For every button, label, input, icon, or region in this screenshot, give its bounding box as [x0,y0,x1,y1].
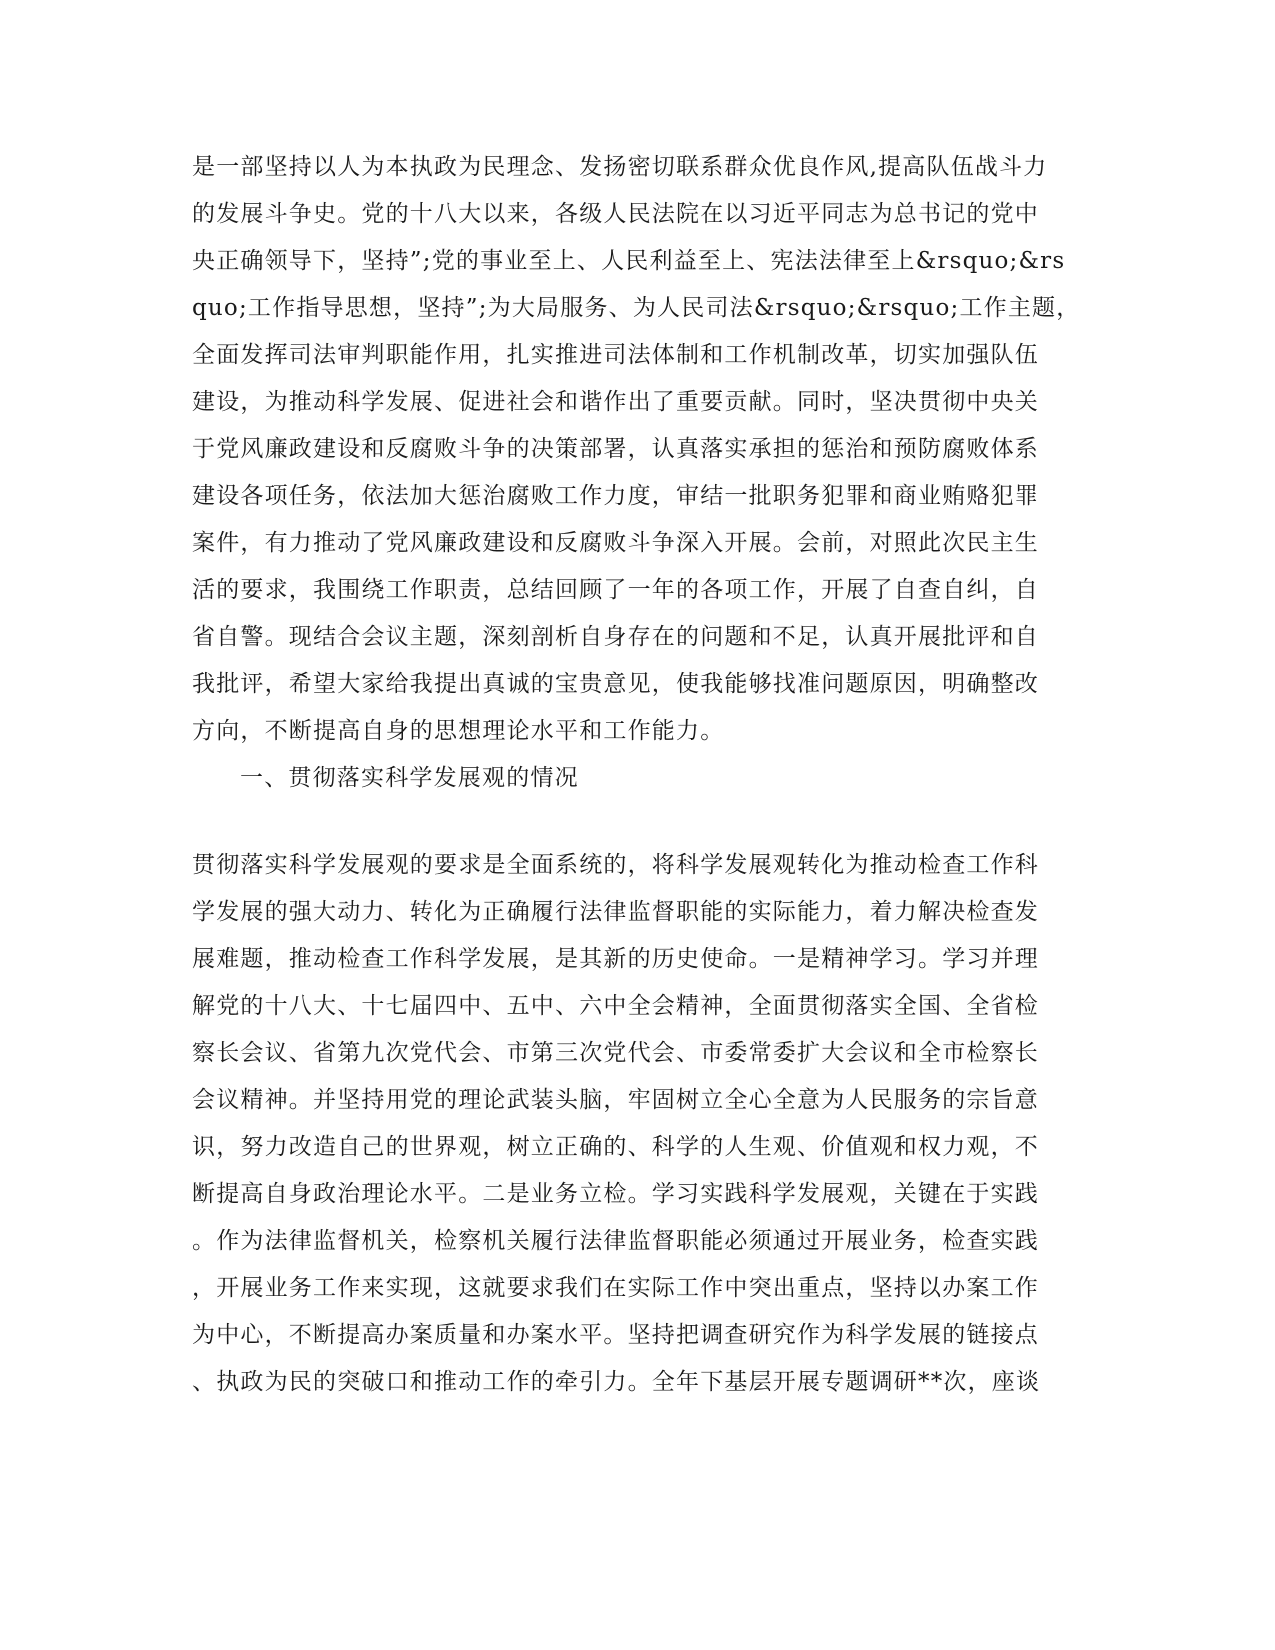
section-heading: 一、贯彻落实科学发展观的情况 [240,765,579,791]
paragraph-line: 我批评，希望大家给我提出真诚的宝贵意见，使我能够找准问题原因，明确整改 [192,671,1039,697]
paragraph-line: 察长会议、省第九次党代会、市第三次党代会、市委常委扩大会议和全市检察长 [192,1040,1039,1066]
paragraph-line: 的发展斗争史。党的十八大以来，各级人民法院在以习近平同志为总书记的党中 [192,201,1039,227]
paragraph-line: 建设各项任务，依法加大惩治腐败工作力度，审结一批职务犯罪和商业贿赂犯罪 [192,483,1039,509]
paragraph-line: 建设，为推动科学发展、促进社会和谐作出了重要贡献。同时，坚决贯彻中央关 [192,389,1039,415]
paragraph-line: 于党风廉政建设和反腐败斗争的决策部署，认真落实承担的惩治和预防腐败体系 [192,436,1039,462]
paragraph-line: 会议精神。并坚持用党的理论武装头脑，牢固树立全心全意为人民服务的宗旨意 [192,1087,1039,1113]
paragraph-line: 是一部坚持以人为本执政为民理念、发扬密切联系群众优良作风,提高队伍战斗力 [192,154,1048,180]
paragraph-line: 贯彻落实科学发展观的要求是全面系统的，将科学发展观转化为推动检查工作科 [192,852,1039,878]
paragraph-line: 方向，不断提高自身的思想理论水平和工作能力。 [192,718,725,744]
paragraph-line: quo;工作指导思想，坚持”;为大局服务、为人民司法&rsquo;&rsquo;工作主题， [192,295,1081,321]
paragraph-line: 解党的十八大、十七届四中、五中、六中全会精神，全面贯彻落实全国、全省检 [192,993,1039,1019]
paragraph-line: ，开展业务工作来实现，这就要求我们在实际工作中突出重点，坚持以办案工作 [192,1275,1039,1301]
paragraph-line: 展难题，推动检查工作科学发展，是其新的历史使命。一是精神学习。学习并理 [192,946,1039,972]
paragraph-line: 、执政为民的突破口和推动工作的牵引力。全年下基层开展专题调研**次，座谈 [192,1369,1041,1395]
paragraph-line: 活的要求，我围绕工作职责，总结回顾了一年的各项工作，开展了自查自纠，自 [192,577,1039,603]
paragraph-line: 省自警。现结合会议主题，深刻剖析自身存在的问题和不足，认真开展批评和自 [192,624,1039,650]
paragraph-line: 学发展的强大动力、转化为正确履行法律监督职能的实际能力，着力解决检查发 [192,899,1039,925]
paragraph-line: 央正确领导下，坚持”;党的事业至上、人民利益至上、宪法法律至上&rsquo;&rs [192,248,1066,274]
paragraph-line: 。作为法律监督机关，检察机关履行法律监督职能必须通过开展业务，检查实践 [192,1228,1039,1254]
paragraph-line: 案件，有力推动了党风廉政建设和反腐败斗争深入开展。会前，对照此次民主生 [192,530,1039,556]
paragraph-line: 识，努力改造自己的世界观，树立正确的、科学的人生观、价值观和权力观，不 [192,1134,1039,1160]
paragraph-line: 全面发挥司法审判职能作用，扎实推进司法体制和工作机制改革，切实加强队伍 [192,342,1039,368]
paragraph-line: 为中心，不断提高办案质量和办案水平。坚持把调查研究作为科学发展的链接点 [192,1322,1039,1348]
paragraph-line: 断提高自身政治理论水平。二是业务立检。学习实践科学发展观，关键在于实践 [192,1181,1039,1207]
